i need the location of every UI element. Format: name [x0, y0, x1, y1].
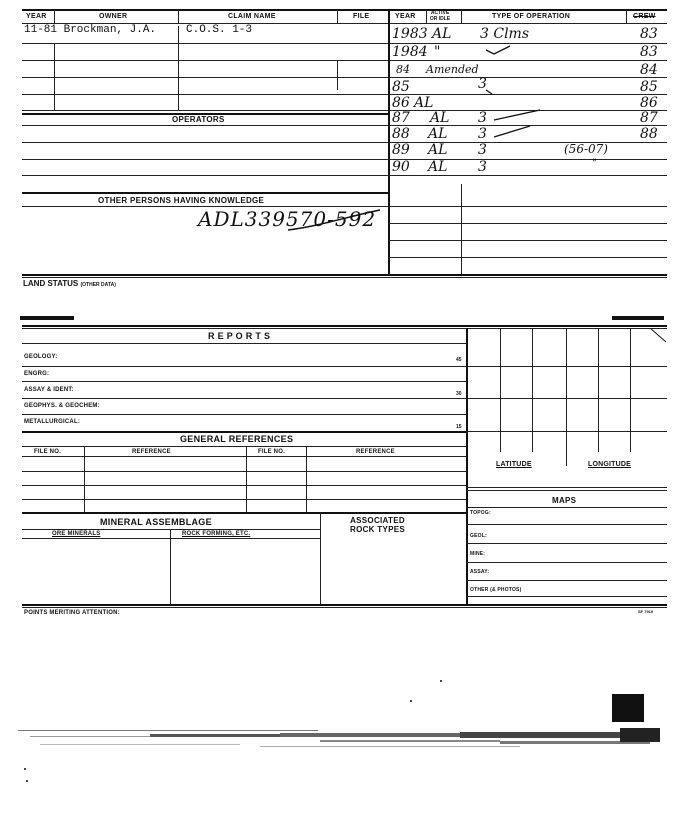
- report-row-label: METALLURGICAL:: [24, 419, 81, 425]
- land-status-title: LAND STATUS: [23, 279, 79, 288]
- report-row-label: GEOLOGY:: [24, 354, 58, 360]
- operators-label: OPERATORS: [172, 115, 225, 124]
- log-type: 3: [478, 159, 487, 175]
- log-crew: ": [592, 158, 597, 169]
- form-number: SF 7919: [638, 609, 654, 614]
- log-status: ": [434, 44, 441, 60]
- report-row-num: 45: [456, 357, 462, 363]
- header-claim-name: CLAIM NAME: [228, 13, 276, 20]
- scan-block: [612, 694, 644, 722]
- log-status: AL: [428, 126, 448, 142]
- log-status: AL: [414, 95, 434, 111]
- log-year: 84: [396, 63, 410, 76]
- reports-title: R E P O R T S: [208, 331, 271, 341]
- log-status: AL: [428, 142, 448, 158]
- log-type: 3 Clms: [480, 26, 530, 42]
- points-meriting-attention: POINTS MERITING ATTENTION:: [24, 610, 120, 616]
- log-type: 3: [478, 126, 487, 142]
- log-crew: 84: [640, 62, 658, 78]
- longitude-label: LONGITUDE: [588, 461, 632, 468]
- header-active: ACTIVE: [430, 10, 450, 16]
- log-year: 1984: [392, 44, 428, 60]
- associated-rock-types: [350, 516, 405, 534]
- col-reference: REFERENCE: [132, 449, 171, 455]
- log-crew: 83: [640, 26, 658, 42]
- header-file: FILE: [353, 13, 370, 20]
- log-type: 3: [478, 142, 487, 158]
- header-or-idle: OR IDLE: [429, 16, 451, 22]
- map-row: MINE:: [470, 551, 486, 557]
- signature-underline: [280, 206, 390, 236]
- latitude-label: LATITUDE: [496, 461, 532, 468]
- rock-forming-label: ROCK FORMING, ETC.: [182, 531, 251, 537]
- log-status: Amended: [426, 63, 479, 76]
- claim-entry: C.O.S. 1-3: [186, 24, 253, 36]
- report-row-label: ASSAY & IDENT:: [24, 387, 74, 393]
- land-status-sub: (OTHER DATA): [80, 282, 116, 288]
- log-status: AL: [432, 26, 452, 42]
- log-crew: 85: [640, 79, 658, 95]
- edge-mark-left: [20, 316, 74, 320]
- corner-diagonal: [650, 328, 668, 344]
- log-year: 85: [392, 79, 410, 95]
- header-active-idle: [425, 10, 455, 22]
- edge-mark-right: [612, 316, 664, 320]
- header-type-of-operation: TYPE OF OPERATION: [492, 13, 571, 20]
- log-crew: 88: [640, 126, 658, 142]
- col-reference-2: REFERENCE: [356, 449, 395, 455]
- log-year: 88: [392, 126, 410, 142]
- map-row: GEOL:: [470, 533, 487, 539]
- rock-types-label: ROCK TYPES: [350, 525, 406, 534]
- report-row-num: 30: [456, 391, 462, 397]
- col-file-no: FILE NO.: [34, 449, 61, 455]
- log-type: 3: [478, 110, 487, 126]
- header-year-2: YEAR: [395, 13, 416, 20]
- ore-minerals-label: ORE MINERALS: [52, 531, 101, 537]
- mineral-assemblage-title: MINERAL ASSEMBLAGE: [100, 517, 212, 527]
- report-row-label: GEOPHYS. & GEOCHEM:: [24, 403, 100, 409]
- log-year: 89: [392, 142, 410, 158]
- associated-label: ASSOCIATED: [350, 516, 405, 525]
- log-crew: 87: [640, 110, 658, 126]
- land-status-label: [23, 279, 116, 288]
- header-owner: OWNER: [99, 13, 128, 20]
- log-type: 3: [478, 76, 487, 92]
- log-crew: 86: [640, 95, 658, 111]
- map-row: ASSAY:: [470, 569, 490, 575]
- check-strokes: [480, 40, 570, 150]
- report-row-label: ENGRG:: [24, 371, 50, 377]
- other-persons-label: OTHER PERSONS HAVING KNOWLEDGE: [98, 196, 265, 205]
- log-status: AL: [430, 110, 450, 126]
- other-persons-value: ADL339570-592: [198, 207, 377, 231]
- general-references-title: GENERAL REFERENCES: [180, 434, 294, 444]
- col-file-no-2: FILE NO.: [258, 449, 285, 455]
- log-year: 1983: [392, 26, 428, 42]
- header-year: YEAR: [26, 13, 47, 20]
- maps-title: MAPS: [552, 496, 577, 505]
- log-crew: 83: [640, 44, 658, 60]
- report-row-num: 15: [456, 424, 462, 430]
- owner-entry: 11-81 Brockman, J.A.: [24, 24, 157, 36]
- log-year: 86: [392, 95, 410, 111]
- map-row: OTHER (& PHOTOS): [470, 587, 522, 593]
- log-status: AL: [428, 159, 448, 175]
- log-crew: (56-07): [564, 142, 608, 156]
- map-row: TOPOG:: [470, 510, 491, 516]
- log-year: 90: [392, 159, 410, 175]
- log-year: 87: [392, 110, 410, 126]
- header-crew: CREW: [633, 13, 656, 20]
